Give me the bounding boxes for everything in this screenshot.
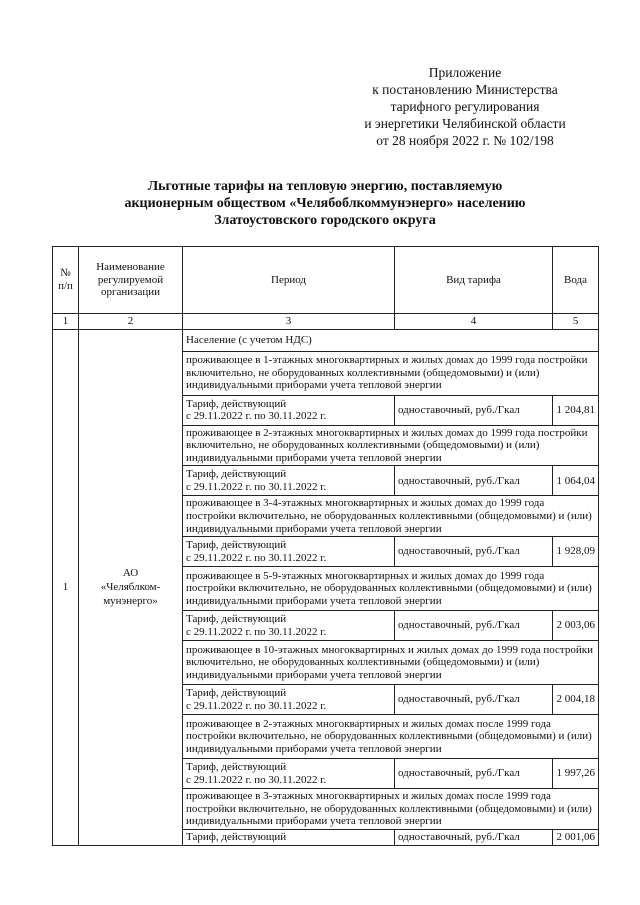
period-line: с 29.11.2022 г. по 30.11.2022 г. [186,410,327,423]
organization-cell [79,329,183,845]
appendix-line: и энергетики Челябинской области [364,116,566,131]
category-description: проживающее в 5-9-этажных многоквартирных и жилых домах до 1999 года постройки включительно, не оборудованных коллективными (общедомовыми) и (или) индивидуальными приборами учета тепловой энергии [183,567,599,611]
document-title [60,178,590,229]
column-number: 4 [395,314,553,330]
period-line: с 29.11.2022 г. по 30.11.2022 г. [186,551,327,564]
appendix-line: к постановлению Министерства [372,82,558,97]
column-number: 3 [183,314,395,330]
category-description: проживающее в 1-этажных многоквартирных и жилых домах до 1999 года постройки включительно, не оборудованных коллективными (общедомовыми) и (или) индивидуальными приборами учета тепловой энергии [183,351,599,395]
tariff-type-cell: одноставочный, руб./Гкал [395,685,553,715]
period-line: Тариф, действующий [186,830,287,843]
tariff-type-cell: одноставочный, руб./Гкал [395,395,553,425]
category-description: проживающее в 2-этажных многоквартирных и жилых домах после 1999 года постройки включительно, не оборудованных коллективными (общедомовыми) и (или) индивидуальными приборами учета тепловой энергии [183,715,599,759]
period-line: Тариф, действующий [186,468,287,481]
period-cell [183,466,395,496]
header-row [53,247,599,314]
appendix-line: тарифного регулирования [390,99,540,114]
header-org: Наименование регулируемой организации [79,247,183,314]
org-line: АО [122,567,139,580]
tariff-type-cell: одноставочный, руб./Гкал [395,466,553,496]
period-line: Тариф, действующий [186,397,287,410]
period-line: Тариф, действующий [186,539,287,552]
column-number-row [53,314,599,330]
title-line: акционерным обществом «Челябоблкоммунэнерго» населению [124,196,526,211]
period-line: Тариф, действующий [186,613,287,626]
tariff-type-cell: одноставочный, руб./Гкал [395,611,553,641]
row-number: 1 [53,329,79,845]
period-cell [183,829,395,845]
tariff-type-cell: одноставочный, руб./Гкал [395,759,553,789]
tariff-type-cell: одноставочный, руб./Гкал [395,537,553,567]
period-line: с 29.11.2022 г. по 30.11.2022 г. [186,625,327,638]
category-description: проживающее в 2-этажных многоквартирных и жилых домах до 1999 года постройки включительно, не оборудованных коллективными (общедомовыми) и (или) индивидуальными приборами учета тепловой энергии [183,425,599,466]
column-number: 5 [553,314,599,330]
tariff-type-cell: одноставочный, руб./Гкал [395,829,553,845]
tariff-table [52,246,599,846]
appendix-block [340,64,590,149]
category-description: проживающее в 10-этажных многоквартирных и жилых домах до 1999 года постройки включительно, не оборудованных коллективными (общедомовыми) и (или) индивидуальными приборами учета тепловой энергии [183,641,599,685]
column-number: 1 [53,314,79,330]
water-value: 2 003,06 [553,611,599,641]
period-line: с 29.11.2022 г. по 30.11.2022 г. [186,480,327,493]
period-cell [183,611,395,641]
group-row [53,329,599,351]
water-value: 1 928,09 [553,537,599,567]
water-value: 2 001,06 [553,829,599,845]
water-value: 1 064,04 [553,466,599,496]
water-value: 1 997,26 [553,759,599,789]
org-line: мунэнерго» [103,595,158,608]
title-line: Златоустовского городского округа [214,213,436,228]
appendix-line: от 28 ноября 2022 г. № 102/198 [376,133,554,148]
period-line: Тариф, действующий [186,761,287,774]
group-label: Население (с учетом НДС) [183,329,599,351]
period-cell [183,395,395,425]
period-line: с 29.11.2022 г. по 30.11.2022 г. [186,773,327,786]
title-line: Льготные тарифы на тепловую энергию, поставляемую [147,179,503,194]
header-water: Вода [553,247,599,314]
period-cell [183,759,395,789]
period-cell [183,537,395,567]
header-period: Период [183,247,395,314]
org-line: «Челяблком- [100,581,161,594]
appendix-line: Приложение [428,65,502,80]
period-cell [183,685,395,715]
category-description: проживающее в 3-этажных многоквартирных и жилых домах после 1999 года постройки включительно, не оборудованных коллективными (общедомовыми) и (или) индивидуальными приборами учета тепловой энергии [183,789,599,830]
category-description: проживающее в 3-4-этажных многоквартирных и жилых домах до 1999 года постройки включительно, не оборудованных коллективными (общедомовыми) и (или) индивидуальными приборами учета тепловой энергии [183,496,599,537]
water-value: 2 004,18 [553,685,599,715]
header-tariff-type: Вид тарифа [395,247,553,314]
column-number: 2 [79,314,183,330]
water-value: 1 204,81 [553,395,599,425]
header-num: № п/п [53,247,79,314]
period-line: с 29.11.2022 г. по 30.11.2022 г. [186,699,327,712]
period-line: Тариф, действующий [186,687,287,700]
